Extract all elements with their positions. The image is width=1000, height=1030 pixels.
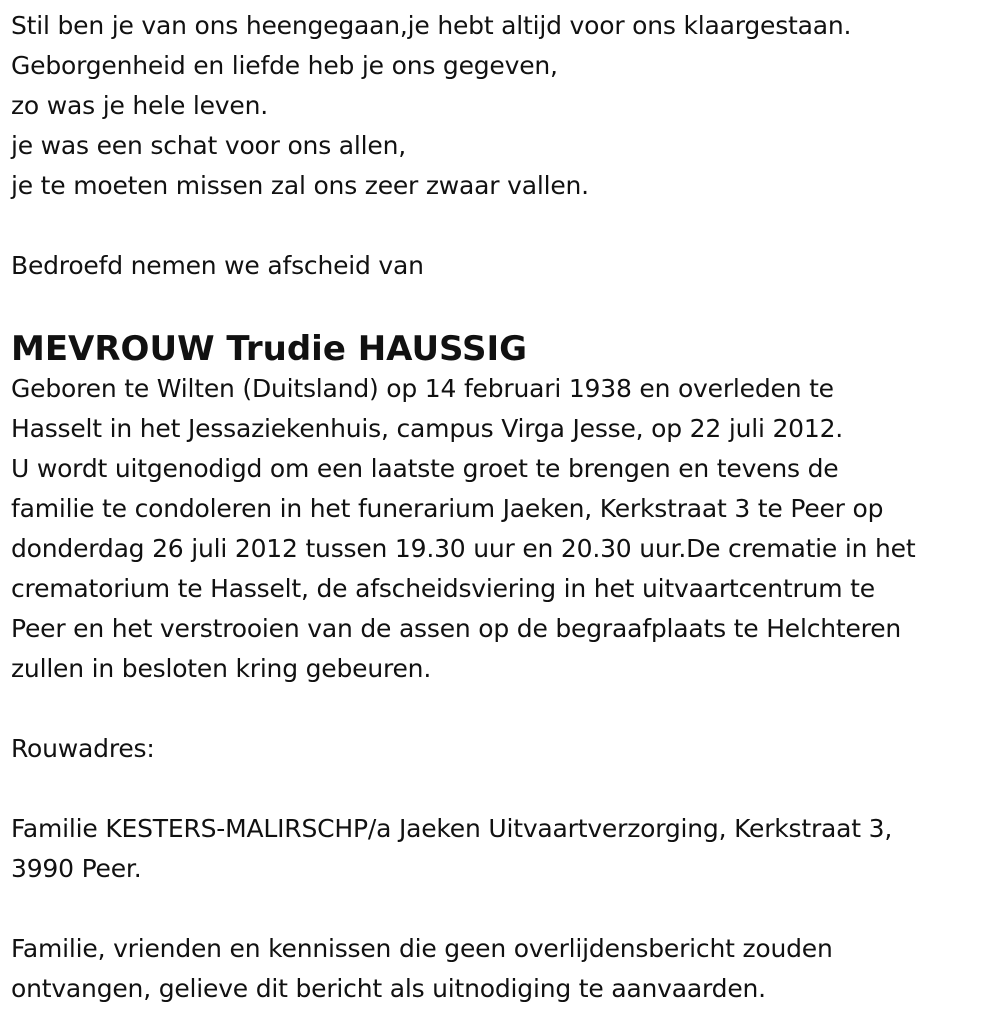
- body-line: U wordt uitgenodigd om een laatste groet te brengen en tevens de: [11, 454, 839, 483]
- spacer: [11, 769, 996, 809]
- spacer: [11, 206, 996, 246]
- body-line: familie te condoleren in het funerarium Jaeken, Kerkstraat 3 te Peer op: [11, 494, 884, 523]
- poem: [11, 6, 996, 206]
- poem-line: zo was je hele leven.: [11, 91, 268, 120]
- closing-line: ontvangen, gelieve dit bericht als uitnodiging te aanvaarden.: [11, 974, 766, 1003]
- body-line: Hasselt in het Jessaziekenhuis, campus Virga Jesse, op 22 juli 2012.: [11, 414, 844, 443]
- poem-line: Geborgenheid en liefde heb je ons gegeven,: [11, 51, 558, 80]
- announcement-body: [11, 369, 996, 689]
- body-line: crematorium te Hasselt, de afscheidsviering in het uitvaartcentrum te: [11, 574, 875, 603]
- closing-note: [11, 929, 996, 1009]
- body-line: Peer en het verstrooien van de assen op de begraafplaats te Helchteren: [11, 614, 902, 643]
- body-line: donderdag 26 juli 2012 tussen 19.30 uur en 20.30 uur.De crematie in het: [11, 534, 916, 563]
- deceased-name: MEVROUW Trudie HAUSSIG: [11, 329, 528, 369]
- poem-line: je te moeten missen zal ons zeer zwaar vallen.: [11, 171, 589, 200]
- address-line: 3990 Peer.: [11, 854, 142, 883]
- intro-text: Bedroefd nemen we afscheid van: [11, 251, 424, 280]
- spacer: [11, 286, 996, 326]
- address-label: Rouwadres:: [11, 734, 155, 763]
- body-line: Geboren te Wilten (Duitsland) op 14 februari 1938 en overleden te: [11, 374, 834, 403]
- body-line: zullen in besloten kring gebeuren.: [11, 654, 432, 683]
- address-line: Familie KESTERS-MALIRSCHP/a Jaeken Uitvaartverzorging, Kerkstraat 3,: [11, 814, 893, 843]
- spacer: [11, 889, 996, 929]
- closing-line: Familie, vrienden en kennissen die geen overlijdensbericht zouden: [11, 934, 833, 963]
- poem-line: je was een schat voor ons allen,: [11, 131, 406, 160]
- obituary-notice: [11, 6, 996, 1009]
- address-block: [11, 809, 996, 889]
- spacer: [11, 689, 996, 729]
- poem-line: Stil ben je van ons heengegaan,je hebt altijd voor ons klaargestaan.: [11, 11, 852, 40]
